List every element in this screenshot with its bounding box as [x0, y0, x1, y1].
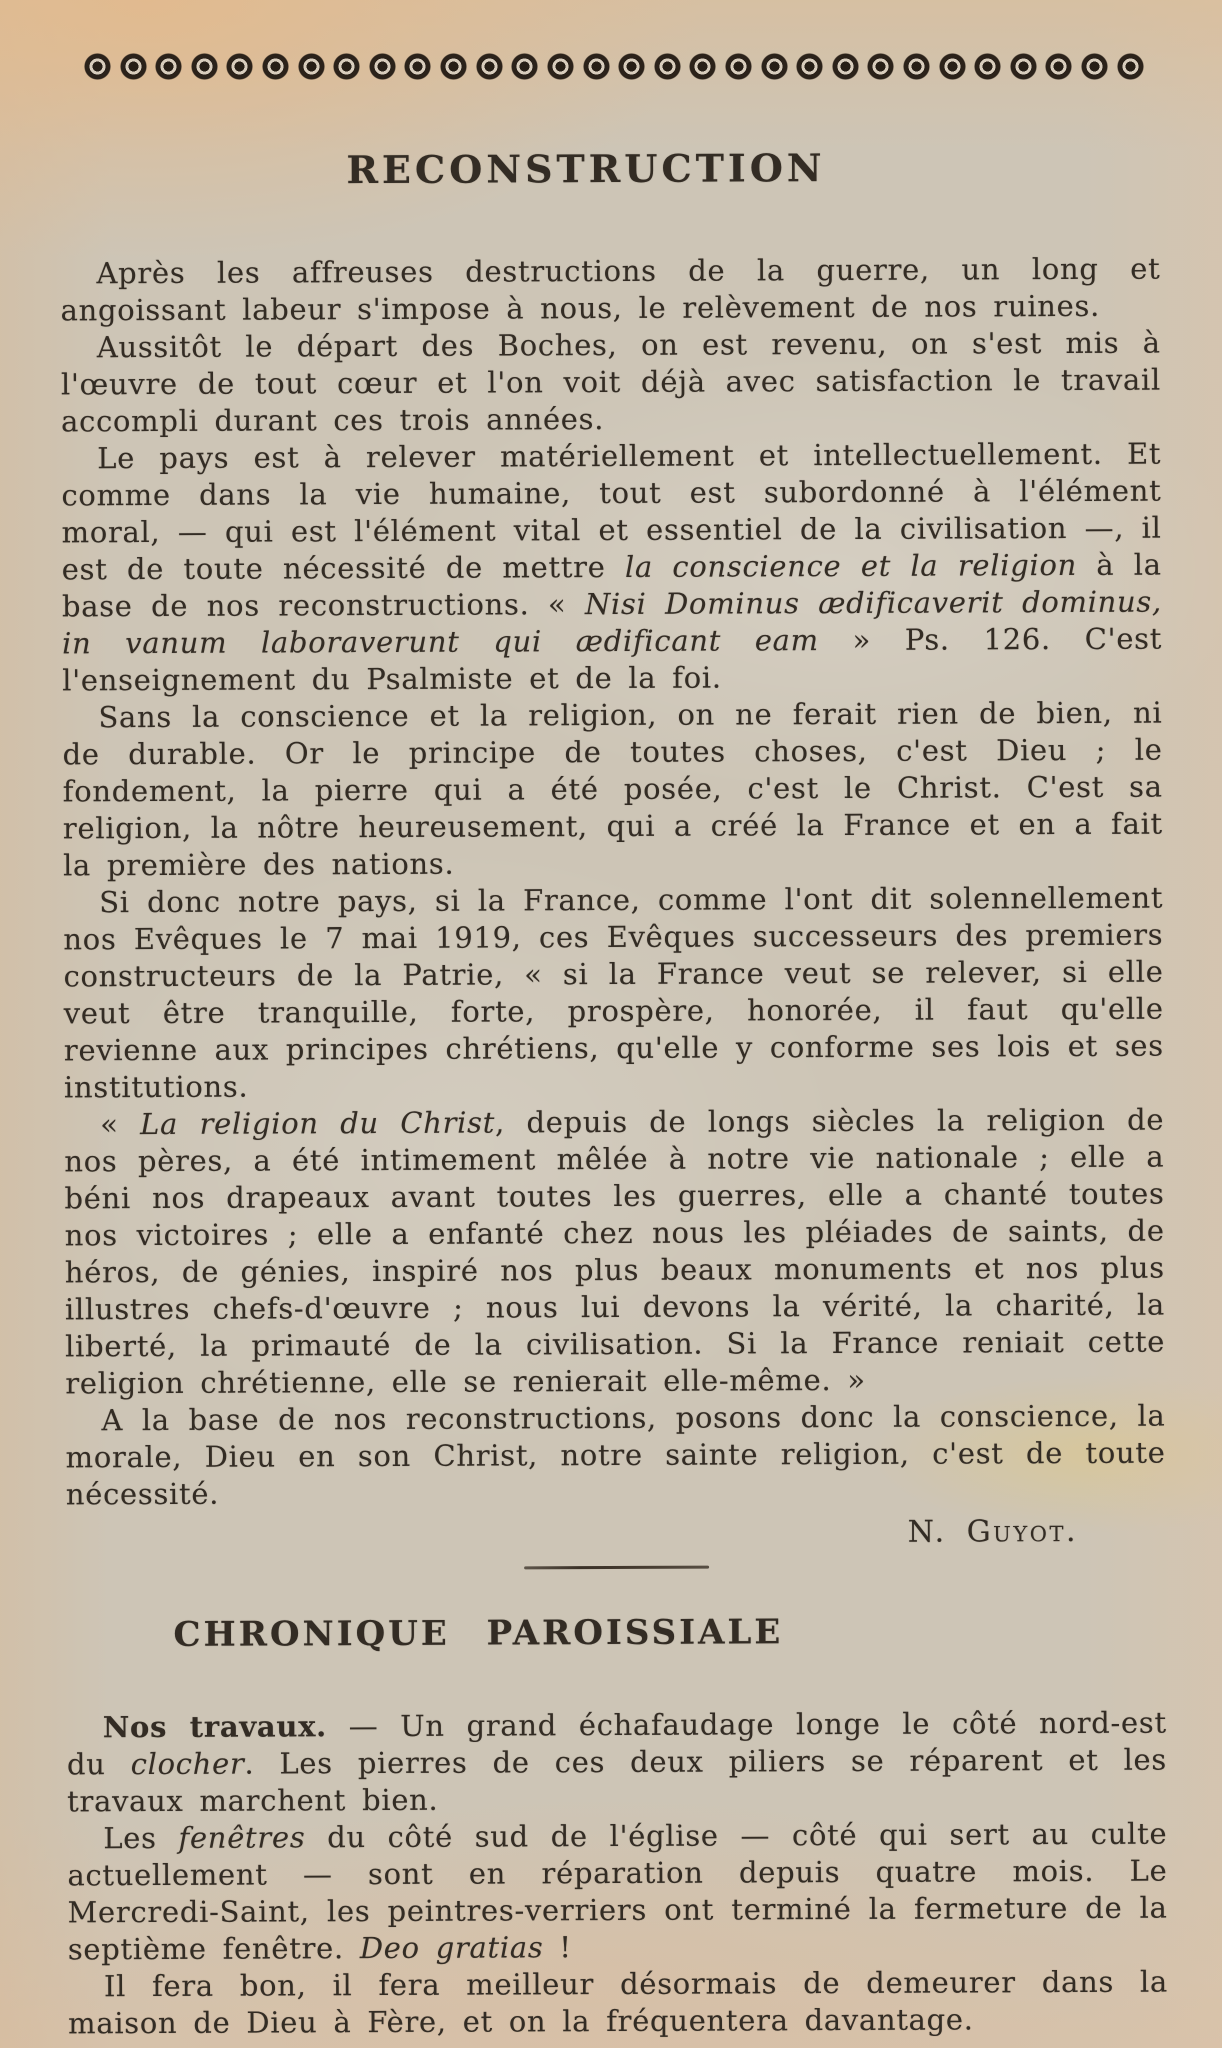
- bullseye-ornament-icon: [867, 53, 894, 80]
- page-content: [60, 126, 1168, 2043]
- bullseye-ornament-icon: [191, 53, 218, 80]
- bullseye-ornament-icon: [583, 53, 610, 80]
- paragraph: [62, 695, 1163, 885]
- bullseye-ornament-icon: [1117, 53, 1144, 80]
- bullseye-ornament-icon: [903, 53, 930, 80]
- text-run: . Les pierres de ces deux piliers se réparent et les travaux marchent bien.: [67, 1742, 1168, 1819]
- bullseye-ornament-icon: [120, 53, 147, 80]
- bullseye-ornament-icon: [84, 53, 111, 80]
- bullseye-ornament-icon: [226, 53, 253, 80]
- paragraph: [65, 1398, 1165, 1514]
- italic-run: Nisi Dominus ædificaverit dominus, in vanum laboraverunt qui ædificant eam: [61, 584, 1162, 661]
- text-run: Aussitôt le départ des Boches, on est revenu, on s'est mis à l'œuvre de tout cœur et l'on voit déjà avec satisfaction le travail accompli durant ces trois années.: [60, 325, 1162, 439]
- bullseye-ornament-icon: [725, 53, 752, 80]
- text-run: Sans la conscience et la religion, on ne ferait rien de bien, ni de durable. Or le principe de toutes choses, c'est Dieu ; le fondement, la pierre qui a été posée, c'est le Christ. C'est sa religion, la nôtre heureusement, qui a créé la France et en a fait la première des nations.: [62, 695, 1163, 883]
- text-run: Le pays est à relever matériellement et intellectuellement. Et comme dans la vie humaine, tout est subordonné à l'élément moral, — qui est l'élément vital et essentiel de la civilisation —, il est de toute nécessité de mettre: [61, 436, 1162, 587]
- text-run: Il fera bon, il fera meilleur désormais de demeurer dans la maison de Dieu à Fère, et on la fréquentera davantage.: [68, 1964, 1168, 2041]
- text-run: Après les affreuses destructions de la guerre, un long et angoissant labeur s'impose à nous, le relèvement de nos ruines.: [60, 251, 1161, 328]
- paragraph: [60, 251, 1160, 330]
- text-run: Les: [103, 1820, 179, 1856]
- bullseye-ornament-icon: [333, 53, 360, 80]
- text-run: Si donc notre pays, si la France, comme l'ont dit solennellement nos Evêques le 7 mai 1919, ces Evêques successeurs des premiers constructeurs de la Patrie, « si la France veut se relever, si elle veut être tranquille, forte, prospère, honorée, il faut qu'elle revienne aux principes chrétiens, qu'elle y conforme ses lois et ses institutions.: [63, 880, 1164, 1105]
- italic-run: La religion du Christ: [140, 1105, 496, 1142]
- bullseye-ornament-icon: [298, 53, 325, 80]
- text-run: » Ps. 126. C'est l'enseignement du Psalmiste et de la foi.: [62, 621, 1163, 698]
- text-run: , depuis de longs siècles la religion de nos pères, a été intimement mêlée à notre vie nationale ; elle a béni nos drapeaux avant toutes les guerres, elle a chanté toutes nos victoires ; elle a enfanté chez nous les pléiades de saints, de héros, de génies, inspiré nos plus beaux monuments et nos plus illustres chefs-d'œuvre ; nous lui devons la vérité, la charité, la liberté, la primauté de la civilisation. Si la France reniait cette religion chrétienne, elle se renierait elle-même. »: [64, 1102, 1166, 1401]
- text-run: «: [100, 1107, 141, 1142]
- chronicle-title: CHRONIQUE PAROISSIALE: [173, 1612, 784, 1655]
- text-run: à la base de nos reconstructions. «: [61, 547, 1162, 624]
- bullseye-ornament-icon: [155, 53, 182, 80]
- bullseye-ornament-icon: [369, 53, 396, 80]
- bullseye-ornament-icon: [832, 53, 859, 80]
- paragraph: [61, 325, 1161, 441]
- bullseye-ornament-icon: [689, 53, 716, 80]
- bullseye-ornament-icon: [476, 53, 503, 80]
- bullseye-ornament-icon: [1045, 53, 1072, 80]
- ornament-border: [84, 53, 1144, 80]
- bullseye-ornament-icon: [796, 53, 823, 80]
- author-signature: N. Guyot.: [907, 1513, 1079, 1550]
- bullseye-ornament-icon: [262, 53, 289, 80]
- section-divider: [524, 1566, 709, 1570]
- bullseye-ornament-icon: [547, 53, 574, 80]
- text-run: !: [543, 1930, 572, 1965]
- bullseye-ornament-icon: [939, 53, 966, 80]
- article-title: RECONSTRUCTION: [346, 145, 826, 193]
- bullseye-ornament-icon: [974, 53, 1001, 80]
- bullseye-ornament-icon: [761, 53, 788, 80]
- text-run: A la base de nos reconstructions, posons donc la conscience, la morale, Dieu en son Christ, notre sainte religion, c'est de toute nécessité.: [65, 1398, 1166, 1512]
- paragraph: [61, 436, 1162, 700]
- bullseye-ornament-icon: [511, 53, 538, 80]
- text-run: du côté sud de l'église — côté qui sert au culte actuellement — sont en réparation depuis quatre mois. Le Mercredi-Saint, les peintres-verriers ont terminé la fermeture de la septième fenêtre.: [67, 1816, 1168, 1967]
- paragraph: [67, 1816, 1168, 1969]
- italic-run: la conscience et la religion: [624, 547, 1078, 584]
- italic-run: clocher: [130, 1746, 245, 1782]
- chronicle-body: [67, 1705, 1168, 2043]
- bullseye-ornament-icon: [1010, 53, 1037, 80]
- bullseye-ornament-icon: [1081, 53, 1108, 80]
- italic-run: fenêtres: [178, 1820, 306, 1855]
- italic-run: Deo gratias: [359, 1930, 544, 1966]
- bullseye-ornament-icon: [618, 53, 645, 80]
- article-body: [60, 251, 1165, 1514]
- paragraph: [67, 1705, 1167, 1821]
- bullseye-ornament-icon: [654, 53, 681, 80]
- bullseye-ornament-icon: [404, 53, 431, 80]
- paragraph: [64, 1102, 1165, 1403]
- paragraph: [63, 880, 1164, 1107]
- paragraph: [68, 1964, 1168, 2043]
- text-run: — Un grand échafaudage longe le côté nord-est du: [66, 1705, 1167, 1782]
- bold-run: Nos travaux.: [102, 1709, 328, 1745]
- bullseye-ornament-icon: [440, 53, 467, 80]
